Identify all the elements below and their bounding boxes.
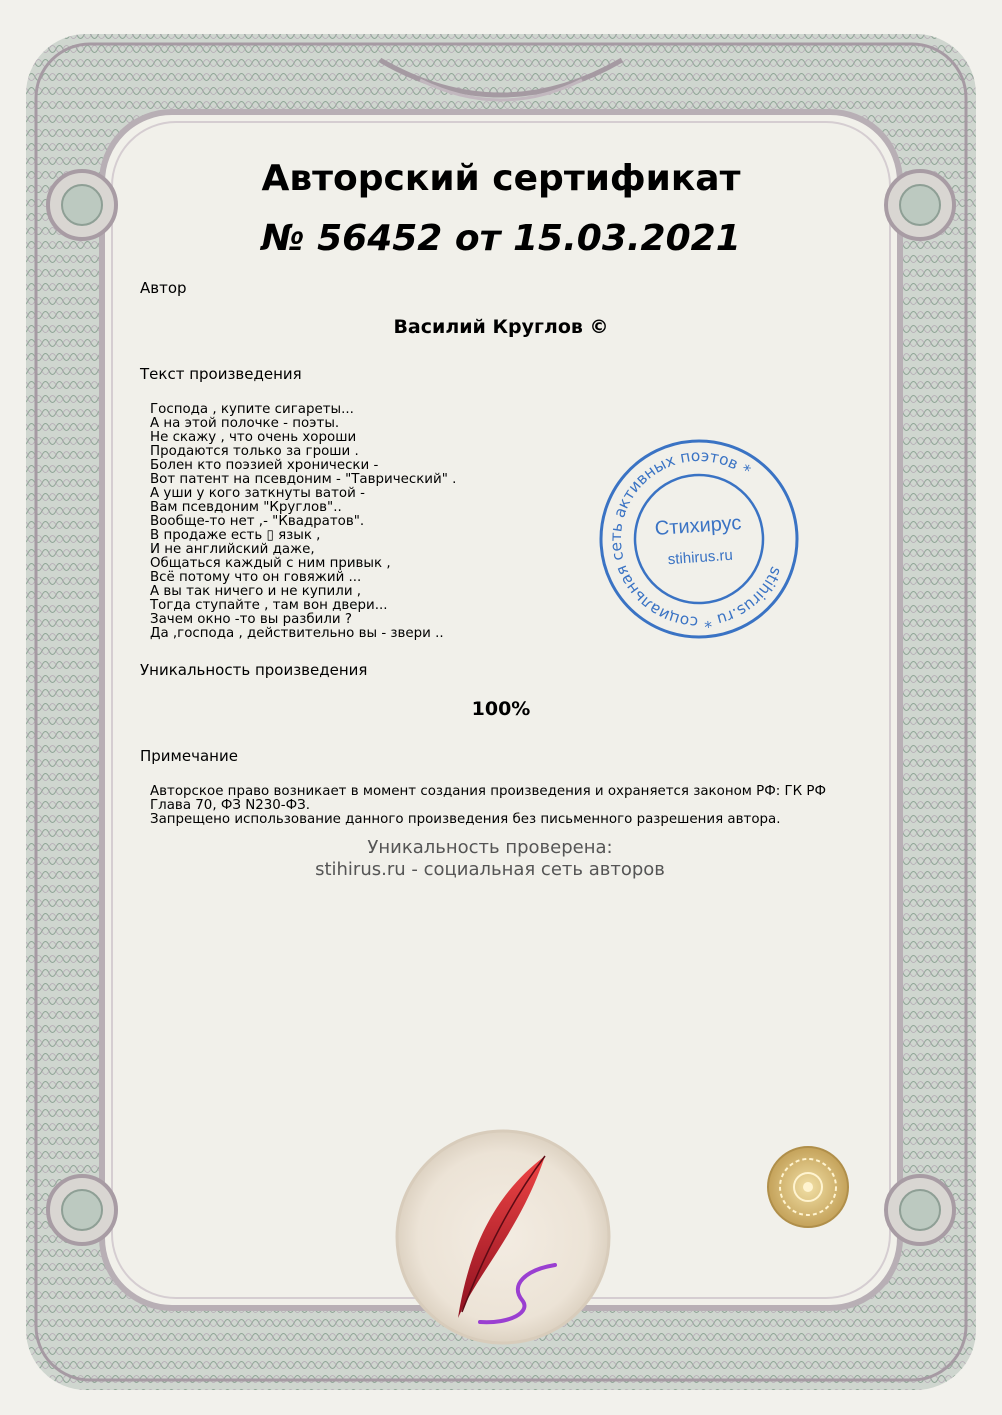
svg-text:stihirus.ru * социальная сеть	[596, 436, 802, 642]
poem-line: Вот патент на псевдоним - "Таврический" .	[150, 472, 457, 487]
poem-line: Тогда ступайте , там вон двери...	[150, 598, 388, 613]
poem-line: Да ,господа , действительно вы - звери ..	[150, 626, 444, 641]
certificate-number: № 56452 от 15.03.2021	[261, 218, 741, 259]
poem-line: Зачем окно -то вы разбили ?	[150, 612, 352, 627]
note-text	[150, 785, 850, 827]
poem-line: И не английский даже,	[150, 542, 315, 557]
poem-line: А на этой полочке - поэты.	[150, 416, 340, 431]
poem-line: Общаться каждый с ним привык ,	[150, 556, 391, 571]
poem-line: Вам псевдоним "Круглов"..	[150, 500, 342, 515]
note-label: Примечание	[140, 747, 238, 765]
certificate-title: Авторский сертификат	[261, 158, 741, 199]
poem-line: А вы так ничего и не купили ,	[150, 584, 362, 599]
stamp-center-sub: stihirus.ru	[667, 546, 734, 569]
verified-line: Уникальность проверена:	[367, 837, 613, 858]
author-label: Автор	[140, 279, 187, 297]
poem-line: Господа , купите сигареты...	[150, 402, 354, 417]
poem-line: Не скажу , что очень хороши	[150, 430, 357, 445]
author-name: Василий Круглов ©	[393, 316, 609, 338]
poem-line: А уши у кого заткнуты ватой -	[150, 486, 365, 501]
poem-line: Болен кто поэзией хронически -	[150, 458, 379, 473]
note-line-copyright: Авторское право возникает в момент создания произведения и охраняется законом РФ: ГК РФ Глава 70, ФЗ N230-ФЗ.	[150, 784, 827, 813]
note-line-prohibition: Запрещено использование данного произведения без письменного разрешения автора.	[150, 812, 781, 827]
uniqueness-label: Уникальность произведения	[140, 661, 368, 679]
poem-line: Всё потому что он говяжий ...	[150, 570, 362, 585]
poem-text	[150, 403, 456, 641]
round-seal-stamp-icon	[596, 436, 802, 642]
work-text-label: Текст произведения	[140, 365, 302, 383]
poem-line: Продаются только за гроши .	[150, 444, 359, 459]
stamp-ring-text: stihirus.ru * социальная сеть активных поэтов *	[606, 446, 786, 632]
uniqueness-value: 100%	[471, 698, 531, 720]
poem-line: В продаже есть ▯ язык ,	[150, 528, 321, 543]
stamp-center-title: Стихирус	[654, 512, 743, 541]
verified-site: stihirus.ru - социальная сеть авторов	[315, 859, 665, 880]
poem-line: Вообще-то нет ,- "Квадратов".	[150, 514, 365, 529]
